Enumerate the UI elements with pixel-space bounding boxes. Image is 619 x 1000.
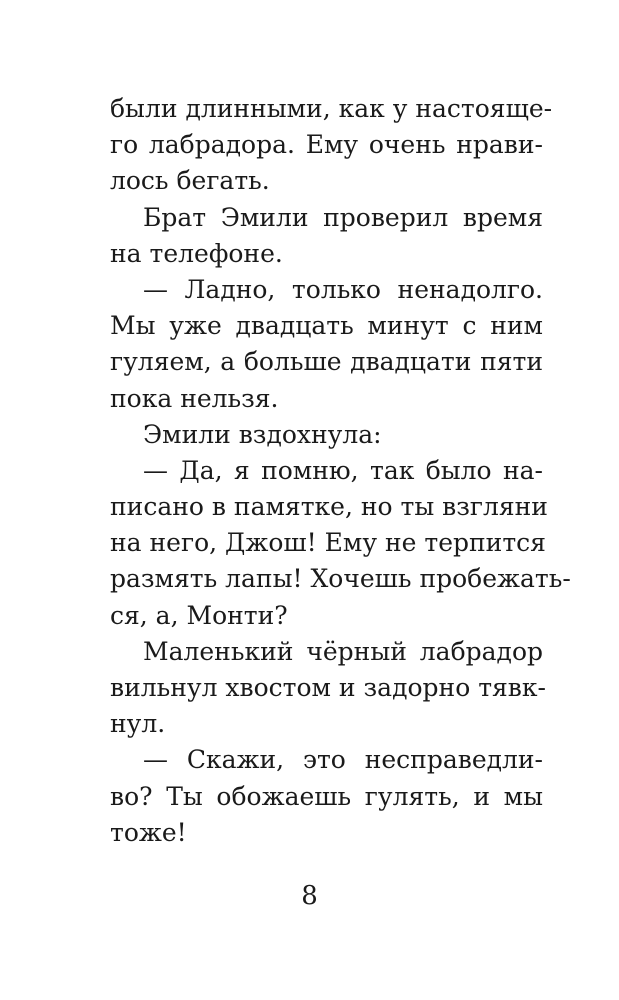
page-number: 8 [301,881,318,911]
text-line: пока нельзя. [110,383,279,413]
text-line: лось бегать. [110,166,270,196]
text-line: Маленький чёрный лабрадор [143,636,543,666]
text-line: гуляем, а больше двадцати пяти [110,347,543,377]
text-line: Эмили вздохнула: [143,419,382,449]
text-line: Брат Эмили проверил время [143,202,543,232]
text-line: нул. [110,709,166,739]
text-line: размять лапы! Хочешь пробежать- [110,564,571,594]
text-line: были длинными, как у настояще- [110,94,553,123]
text-line: вильнул хвостом и задорно тявк- [110,673,546,702]
text-line: ся, а, Монти? [110,600,288,630]
text-line: на него, Джош! Ему не терпится [110,528,546,558]
text-line: го лабрадора. Ему очень нрави- [110,130,543,160]
text-line: — Ладно, только ненадолго. [143,274,543,304]
text-line: во? Ты обожаешь гулять, и мы [110,781,543,811]
text-line: Мы уже двадцать минут с ним [110,311,543,341]
text-line: на телефоне. [110,238,283,268]
text-line: тоже! [110,817,187,847]
text-line: — Да, я помню, так было на- [143,455,543,485]
text-line: писано в памятке, но ты взгляни [110,492,548,522]
text-line: — Скажи, это несправедли- [143,745,543,775]
body-text [110,91,571,851]
